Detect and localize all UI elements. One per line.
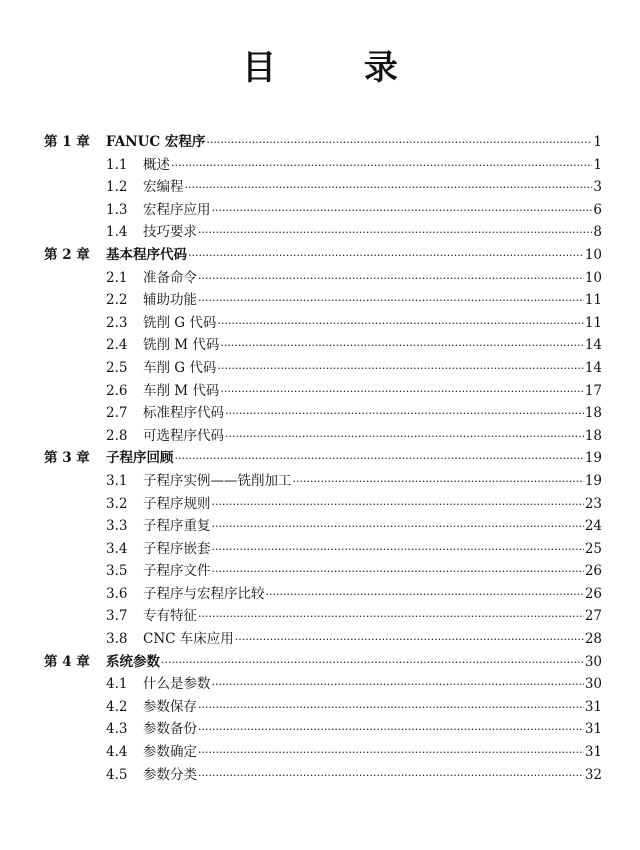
toc-entry-title: 专有特征 (143, 608, 197, 625)
toc-entry-page-number: 6 (593, 201, 602, 218)
dot-leader (266, 583, 584, 607)
toc-entry-page-number: 18 (584, 427, 602, 444)
toc-section-entry (0, 718, 640, 741)
toc-entry-body (143, 741, 602, 765)
toc-entry-number: 1.2 (106, 179, 128, 196)
toc-entry-title: CNC 车床应用 (143, 631, 234, 648)
dot-leader (212, 538, 584, 562)
toc-entry-number: 2.6 (106, 382, 128, 399)
toc-entry-page-number: 32 (584, 766, 602, 783)
toc-entry-number: 3.2 (106, 495, 128, 512)
toc-entry-page-number: 11 (584, 292, 602, 309)
toc-entry-title: 可选程序代码 (143, 427, 224, 444)
toc-entry-number: 1.4 (106, 224, 128, 241)
toc-entry-number: 第 4 章 (44, 653, 90, 670)
toc-entry-body (143, 199, 602, 223)
toc-entry-title: 子程序与宏程序比较 (143, 585, 265, 602)
toc-entry-page-number: 14 (584, 337, 602, 354)
toc-entry-page-number: 30 (584, 653, 602, 670)
toc-entry-body (106, 244, 602, 268)
toc-entry-page-number: 23 (584, 495, 602, 512)
toc-entry-number: 4.2 (106, 698, 128, 715)
toc-entry-number: 2.8 (106, 427, 128, 444)
dot-leader (198, 696, 584, 720)
toc-entry-body (143, 425, 602, 449)
toc-entry-title: 基本程序代码 (106, 246, 187, 263)
toc-entry-page-number: 31 (584, 721, 602, 738)
toc-entry-body (143, 154, 602, 178)
toc-entry-number: 3.1 (106, 472, 128, 489)
toc-entry-title: 子程序嵌套 (143, 540, 211, 557)
toc-entry-title: 什么是参数 (143, 676, 211, 693)
toc-entry-number: 2.1 (106, 269, 128, 286)
toc-entry-title: 技巧要求 (143, 224, 197, 241)
toc-entry-title: 概述 (143, 156, 170, 173)
toc-section-entry (0, 493, 640, 516)
toc-section-entry (0, 560, 640, 583)
toc-entry-title: 系统参数 (106, 653, 160, 670)
toc-entry-title: 宏编程 (143, 179, 184, 196)
toc-entry-page-number: 11 (584, 314, 602, 331)
toc-entry-number: 1.1 (106, 156, 128, 173)
dot-leader (198, 289, 584, 313)
toc-entry-number: 3.8 (106, 631, 128, 648)
toc-section-entry (0, 741, 640, 764)
dot-leader (225, 425, 584, 449)
toc-entry-body (143, 312, 602, 336)
toc-section-entry (0, 221, 640, 244)
toc-entry-body (143, 221, 602, 245)
dot-leader (235, 628, 584, 652)
dot-leader (198, 605, 584, 629)
toc-entry-page-number: 19 (584, 472, 602, 489)
toc-entry-title: 辅助功能 (143, 292, 197, 309)
toc-entry-number: 3.4 (106, 540, 128, 557)
toc-section-entry (0, 312, 640, 335)
toc-entry-title: 宏程序应用 (143, 201, 211, 218)
toc-entry-number: 4.5 (106, 766, 128, 783)
toc-entry-body (143, 583, 602, 607)
toc-section-entry (0, 154, 640, 177)
dot-leader (220, 334, 583, 358)
toc-entry-title: 参数确定 (143, 744, 197, 761)
dot-leader (198, 267, 584, 291)
toc-section-entry (0, 605, 640, 628)
toc-section-entry (0, 199, 640, 222)
toc-entry-title: 子程序规则 (143, 495, 211, 512)
toc-entry-body (143, 538, 602, 562)
toc-entry-number: 2.3 (106, 314, 128, 331)
toc-entry-title: 车削 G 代码 (143, 359, 217, 376)
toc-entry-number: 4.3 (106, 721, 128, 738)
toc-entry-title: 子程序实例——铣削加工 (143, 472, 292, 489)
toc-entry-page-number: 10 (584, 269, 602, 286)
toc-section-entry (0, 628, 640, 651)
toc-entry-page-number: 30 (584, 676, 602, 693)
toc-entry-title: 参数分类 (143, 766, 197, 783)
toc-section-entry (0, 357, 640, 380)
toc-entry-title: 准备命令 (143, 269, 197, 286)
toc-entry-page-number: 31 (584, 744, 602, 761)
toc-chapter-entry (0, 131, 640, 154)
toc-entry-body (143, 357, 602, 381)
dot-leader (198, 741, 584, 765)
toc-entry-page-number: 8 (593, 224, 602, 241)
toc-entry-page-number: 1 (593, 134, 602, 150)
dot-leader (220, 380, 583, 404)
toc-entry-body (143, 267, 602, 291)
toc-entry-body (143, 334, 602, 358)
toc-entry-title: 参数保存 (143, 698, 197, 715)
toc-entry-body (143, 628, 602, 652)
toc-entry-body (106, 131, 602, 155)
toc-entry-number: 3.7 (106, 608, 128, 625)
toc-entry-title: 子程序文件 (143, 563, 211, 580)
dot-leader (185, 176, 593, 200)
toc-entry-body (143, 515, 602, 539)
toc-entry-page-number: 28 (584, 631, 602, 648)
toc-entry-number: 第 1 章 (44, 134, 90, 150)
toc-section-entry (0, 289, 640, 312)
toc-entry-title: 子程序重复 (143, 518, 211, 535)
toc-entry-page-number: 3 (593, 179, 602, 196)
toc-entry-page-number: 24 (584, 518, 602, 535)
page-title: 目 录 (242, 48, 436, 88)
dot-leader (171, 154, 592, 178)
dot-leader (198, 718, 584, 742)
dot-leader (212, 673, 584, 697)
dot-leader (212, 515, 584, 539)
toc-entry-page-number: 26 (584, 563, 602, 580)
toc-entry-body (143, 493, 602, 517)
dot-leader (212, 493, 584, 517)
toc-entry-title: 标准程序代码 (143, 405, 224, 422)
toc-entry-body (143, 380, 602, 404)
toc-entry-number: 2.4 (106, 337, 128, 354)
toc-section-entry (0, 583, 640, 606)
toc-entry-body (143, 470, 602, 494)
toc-entry-number: 3.5 (106, 563, 128, 580)
toc-entry-number: 4.1 (106, 676, 128, 693)
toc-entry-page-number: 31 (584, 698, 602, 715)
toc-entry-body (143, 673, 602, 697)
toc-entry-page-number: 17 (584, 382, 602, 399)
toc-section-entry (0, 696, 640, 719)
toc-entry-number: 3.6 (106, 585, 128, 602)
toc-entry-body (106, 651, 602, 675)
toc-entry-title: FANUC 宏程序 (106, 134, 206, 150)
toc-entry-page-number: 27 (584, 608, 602, 625)
toc-entry-number: 2.5 (106, 359, 128, 376)
toc-entry-number: 2.7 (106, 405, 128, 422)
toc-entry-title: 参数备份 (143, 721, 197, 738)
dot-leader (217, 312, 583, 336)
toc-section-entry (0, 470, 640, 493)
toc-entry-title: 铣削 G 代码 (143, 314, 217, 331)
toc-entry-body (143, 289, 602, 313)
toc-entry-page-number: 19 (584, 450, 602, 467)
toc-entry-page-number: 26 (584, 585, 602, 602)
toc-entry-title: 子程序回顾 (106, 450, 174, 467)
dot-leader (175, 447, 584, 471)
toc-entry-page-number: 10 (584, 246, 602, 263)
toc-entry-body (143, 605, 602, 629)
toc-entry-number: 1.3 (106, 201, 128, 218)
toc-entry-body (143, 176, 602, 200)
toc-entry-body (106, 447, 602, 471)
toc-entry-title: 铣削 M 代码 (143, 337, 220, 354)
table-of-contents (0, 131, 640, 786)
toc-entry-body (143, 764, 602, 788)
dot-leader (217, 357, 583, 381)
dot-leader (198, 221, 592, 245)
dot-leader (161, 651, 584, 675)
toc-section-entry (0, 176, 640, 199)
toc-section-entry (0, 538, 640, 561)
toc-entry-body (143, 718, 602, 742)
toc-section-entry (0, 673, 640, 696)
toc-entry-number: 第 3 章 (44, 450, 90, 467)
dot-leader (212, 560, 584, 584)
toc-entry-page-number: 25 (584, 540, 602, 557)
toc-entry-title: 车削 M 代码 (143, 382, 220, 399)
toc-entry-page-number: 1 (593, 156, 602, 173)
toc-entry-page-number: 14 (584, 359, 602, 376)
dot-leader (198, 764, 584, 788)
dot-leader (206, 131, 592, 155)
toc-entry-number: 第 2 章 (44, 246, 90, 263)
dot-leader (212, 199, 593, 223)
toc-section-entry (0, 515, 640, 538)
toc-section-entry (0, 267, 640, 290)
toc-entry-number: 2.2 (106, 292, 128, 309)
toc-entry-number: 4.4 (106, 744, 128, 761)
toc-section-entry (0, 334, 640, 357)
toc-section-entry (0, 402, 640, 425)
toc-chapter-entry (0, 447, 640, 470)
dot-leader (188, 244, 584, 268)
toc-entry-body (143, 560, 602, 584)
toc-entry-page-number: 18 (584, 405, 602, 422)
toc-entry-body (143, 402, 602, 426)
toc-entry-body (143, 696, 602, 720)
dot-leader (225, 402, 584, 426)
toc-section-entry (0, 764, 640, 787)
toc-chapter-entry (0, 651, 640, 674)
toc-section-entry (0, 425, 640, 448)
toc-chapter-entry (0, 244, 640, 267)
toc-section-entry (0, 380, 640, 403)
toc-entry-number: 3.3 (106, 518, 128, 535)
dot-leader (293, 470, 584, 494)
